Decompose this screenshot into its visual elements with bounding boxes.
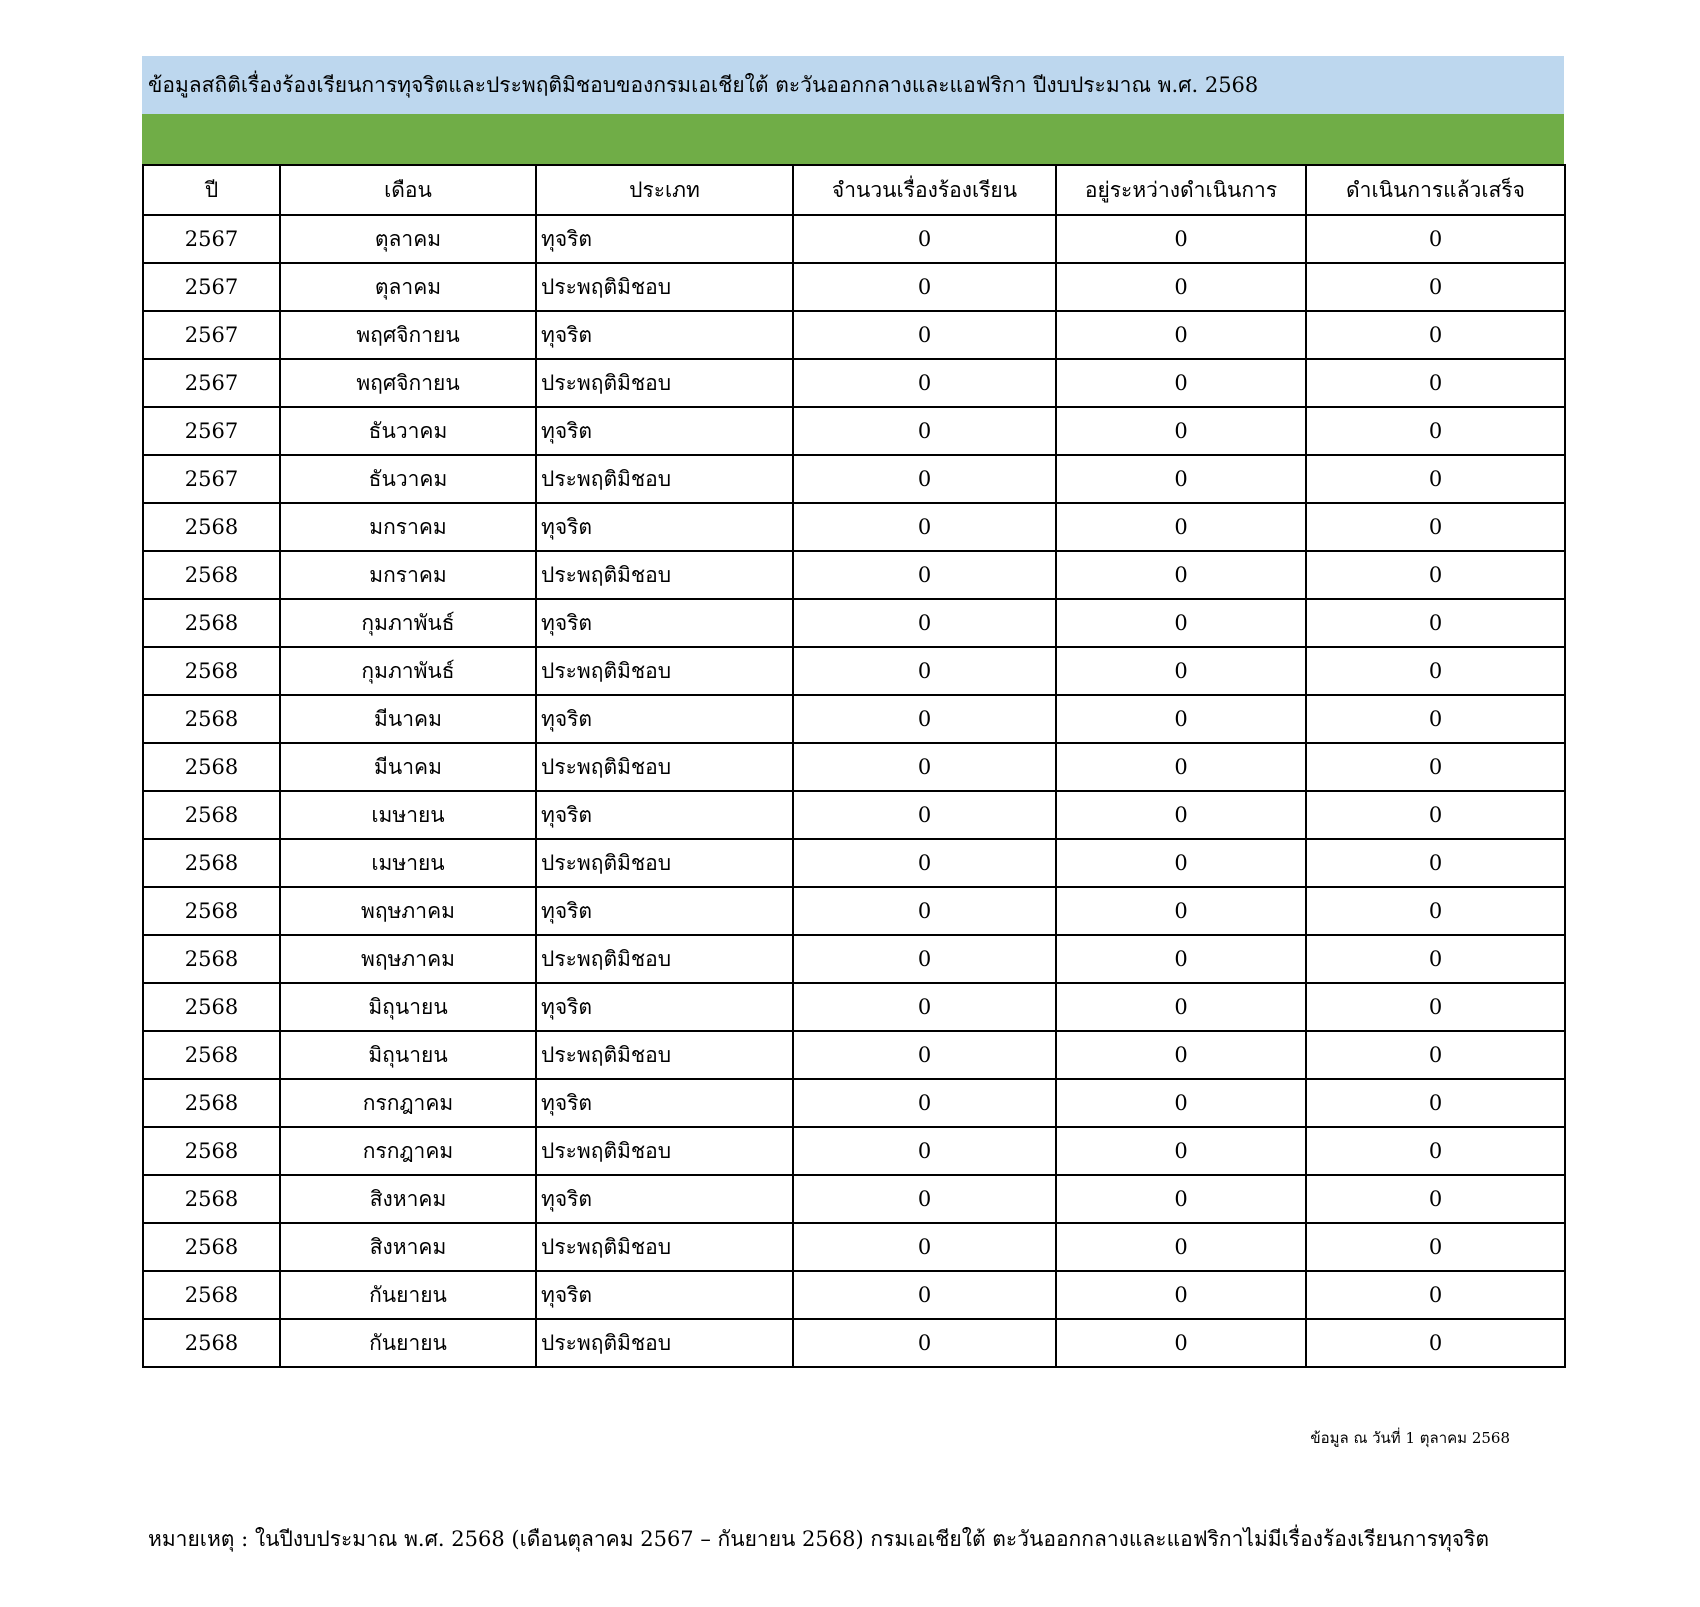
cell-completed: 0 xyxy=(1306,215,1565,263)
cell-complaint-count: 0 xyxy=(793,647,1056,695)
table-row xyxy=(143,791,1565,839)
cell-complaint-count: 0 xyxy=(793,1319,1056,1367)
cell-completed: 0 xyxy=(1306,1079,1565,1127)
table-row xyxy=(143,839,1565,887)
table-row xyxy=(143,983,1565,1031)
cell-complaint-count: 0 xyxy=(793,551,1056,599)
cell-year: 2567 xyxy=(143,359,280,407)
cell-month: กันยายน xyxy=(280,1271,536,1319)
cell-month: มีนาคม xyxy=(280,743,536,791)
cell-completed: 0 xyxy=(1306,1271,1565,1319)
cell-year: 2568 xyxy=(143,695,280,743)
cell-month: พฤศจิกายน xyxy=(280,359,536,407)
cell-type: ประพฤติมิชอบ xyxy=(536,455,793,503)
cell-complaint-count: 0 xyxy=(793,1127,1056,1175)
cell-year: 2568 xyxy=(143,743,280,791)
cell-type: ทุจริต xyxy=(536,311,793,359)
cell-completed: 0 xyxy=(1306,695,1565,743)
cell-completed: 0 xyxy=(1306,791,1565,839)
cell-completed: 0 xyxy=(1306,647,1565,695)
cell-month: ธันวาคม xyxy=(280,407,536,455)
table-row xyxy=(143,551,1565,599)
cell-month: กรกฎาคม xyxy=(280,1127,536,1175)
cell-type: ประพฤติมิชอบ xyxy=(536,359,793,407)
cell-completed: 0 xyxy=(1306,455,1565,503)
table-body xyxy=(143,215,1565,1367)
cell-completed: 0 xyxy=(1306,1175,1565,1223)
cell-complaint-count: 0 xyxy=(793,839,1056,887)
cell-in-progress: 0 xyxy=(1056,1031,1306,1079)
cell-year: 2567 xyxy=(143,407,280,455)
cell-year: 2568 xyxy=(143,503,280,551)
cell-type: ทุจริต xyxy=(536,1175,793,1223)
complaints-table xyxy=(142,164,1566,1368)
table-row xyxy=(143,935,1565,983)
cell-year: 2568 xyxy=(143,983,280,1031)
cell-complaint-count: 0 xyxy=(793,887,1056,935)
cell-in-progress: 0 xyxy=(1056,887,1306,935)
cell-type: ทุจริต xyxy=(536,983,793,1031)
table-row xyxy=(143,503,1565,551)
page-title: ข้อมูลสถิติเรื่องร้องเรียนการทุจริตและประพฤติมิชอบของกรมเอเชียใต้ ตะวันออกกลางและแอฟริกา ปีงบประมาณ พ.ศ. 2568 xyxy=(148,72,1259,97)
cell-in-progress: 0 xyxy=(1056,1223,1306,1271)
cell-in-progress: 0 xyxy=(1056,983,1306,1031)
cell-year: 2568 xyxy=(143,839,280,887)
table-row xyxy=(143,743,1565,791)
cell-completed: 0 xyxy=(1306,935,1565,983)
cell-complaint-count: 0 xyxy=(793,311,1056,359)
table-row xyxy=(143,311,1565,359)
table-row xyxy=(143,887,1565,935)
cell-in-progress: 0 xyxy=(1056,935,1306,983)
cell-type: ประพฤติมิชอบ xyxy=(536,551,793,599)
cell-year: 2568 xyxy=(143,887,280,935)
table-row xyxy=(143,263,1565,311)
cell-month: มกราคม xyxy=(280,551,536,599)
table-row xyxy=(143,1175,1565,1223)
cell-in-progress: 0 xyxy=(1056,455,1306,503)
footnote: หมายเหตุ : ในปีงบประมาณ พ.ศ. 2568 (เดือนตุลาคม 2567 – กันยายน 2568) กรมเอเชียใต้ ตะวันออกกลางและแอฟริกาไม่มีเรื่องร้องเรียนการทุจริต xyxy=(148,1527,1490,1551)
cell-in-progress: 0 xyxy=(1056,647,1306,695)
cell-in-progress: 0 xyxy=(1056,263,1306,311)
table-row xyxy=(143,1127,1565,1175)
statistics-sheet xyxy=(142,56,1564,1368)
header-type: ประเภท xyxy=(536,165,793,215)
cell-complaint-count: 0 xyxy=(793,1079,1056,1127)
table-row xyxy=(143,695,1565,743)
cell-type: ทุจริต xyxy=(536,1079,793,1127)
cell-in-progress: 0 xyxy=(1056,1079,1306,1127)
cell-type: ประพฤติมิชอบ xyxy=(536,743,793,791)
cell-completed: 0 xyxy=(1306,887,1565,935)
cell-type: ทุจริต xyxy=(536,599,793,647)
cell-completed: 0 xyxy=(1306,599,1565,647)
data-as-of-date: ข้อมูล ณ วันที่ 1 ตุลาคม 2568 xyxy=(1310,1429,1510,1447)
cell-year: 2568 xyxy=(143,791,280,839)
cell-year: 2567 xyxy=(143,215,280,263)
cell-completed: 0 xyxy=(1306,503,1565,551)
cell-year: 2568 xyxy=(143,1031,280,1079)
cell-complaint-count: 0 xyxy=(793,407,1056,455)
cell-complaint-count: 0 xyxy=(793,743,1056,791)
cell-month: ตุลาคม xyxy=(280,263,536,311)
table-header-row xyxy=(143,165,1565,215)
cell-completed: 0 xyxy=(1306,839,1565,887)
cell-in-progress: 0 xyxy=(1056,791,1306,839)
cell-type: ประพฤติมิชอบ xyxy=(536,1031,793,1079)
cell-month: พฤษภาคม xyxy=(280,935,536,983)
cell-month: เมษายน xyxy=(280,839,536,887)
table-row xyxy=(143,215,1565,263)
title-band xyxy=(142,56,1564,114)
cell-year: 2568 xyxy=(143,935,280,983)
cell-in-progress: 0 xyxy=(1056,695,1306,743)
cell-in-progress: 0 xyxy=(1056,1175,1306,1223)
cell-completed: 0 xyxy=(1306,311,1565,359)
cell-completed: 0 xyxy=(1306,1319,1565,1367)
cell-complaint-count: 0 xyxy=(793,1223,1056,1271)
cell-type: ทุจริต xyxy=(536,791,793,839)
cell-complaint-count: 0 xyxy=(793,1175,1056,1223)
table-row xyxy=(143,1079,1565,1127)
cell-completed: 0 xyxy=(1306,743,1565,791)
cell-month: กันยายน xyxy=(280,1319,536,1367)
cell-completed: 0 xyxy=(1306,1223,1565,1271)
cell-completed: 0 xyxy=(1306,263,1565,311)
cell-month: มิถุนายน xyxy=(280,1031,536,1079)
cell-in-progress: 0 xyxy=(1056,743,1306,791)
cell-complaint-count: 0 xyxy=(793,359,1056,407)
cell-type: ทุจริต xyxy=(536,503,793,551)
table-row xyxy=(143,455,1565,503)
cell-year: 2568 xyxy=(143,599,280,647)
header-in-progress: อยู่ระหว่างดำเนินการ xyxy=(1056,165,1306,215)
cell-year: 2567 xyxy=(143,455,280,503)
cell-type: ประพฤติมิชอบ xyxy=(536,1319,793,1367)
cell-month: พฤศจิกายน xyxy=(280,311,536,359)
table-row xyxy=(143,407,1565,455)
cell-year: 2568 xyxy=(143,647,280,695)
cell-month: สิงหาคม xyxy=(280,1175,536,1223)
cell-type: ทุจริต xyxy=(536,407,793,455)
cell-month: ธันวาคม xyxy=(280,455,536,503)
cell-month: กุมภาพันธ์ xyxy=(280,599,536,647)
cell-year: 2568 xyxy=(143,551,280,599)
cell-complaint-count: 0 xyxy=(793,791,1056,839)
cell-completed: 0 xyxy=(1306,983,1565,1031)
cell-complaint-count: 0 xyxy=(793,599,1056,647)
cell-type: ประพฤติมิชอบ xyxy=(536,839,793,887)
cell-complaint-count: 0 xyxy=(793,215,1056,263)
cell-in-progress: 0 xyxy=(1056,503,1306,551)
cell-type: ทุจริต xyxy=(536,887,793,935)
table-row xyxy=(143,1271,1565,1319)
cell-in-progress: 0 xyxy=(1056,551,1306,599)
cell-year: 2568 xyxy=(143,1175,280,1223)
cell-complaint-count: 0 xyxy=(793,1031,1056,1079)
header-month: เดือน xyxy=(280,165,536,215)
table-row xyxy=(143,1319,1565,1367)
table-row xyxy=(143,599,1565,647)
cell-year: 2567 xyxy=(143,311,280,359)
header-year: ปี xyxy=(143,165,280,215)
cell-month: กรกฎาคม xyxy=(280,1079,536,1127)
table-row xyxy=(143,647,1565,695)
cell-type: ประพฤติมิชอบ xyxy=(536,1127,793,1175)
cell-completed: 0 xyxy=(1306,359,1565,407)
cell-month: เมษายน xyxy=(280,791,536,839)
cell-complaint-count: 0 xyxy=(793,983,1056,1031)
cell-year: 2568 xyxy=(143,1271,280,1319)
table-row xyxy=(143,1223,1565,1271)
cell-type: ประพฤติมิชอบ xyxy=(536,647,793,695)
cell-type: ประพฤติมิชอบ xyxy=(536,935,793,983)
cell-complaint-count: 0 xyxy=(793,503,1056,551)
cell-in-progress: 0 xyxy=(1056,839,1306,887)
cell-completed: 0 xyxy=(1306,1127,1565,1175)
cell-in-progress: 0 xyxy=(1056,1127,1306,1175)
cell-complaint-count: 0 xyxy=(793,695,1056,743)
cell-in-progress: 0 xyxy=(1056,311,1306,359)
cell-type: ทุจริต xyxy=(536,695,793,743)
header-complaint-count: จำนวนเรื่องร้องเรียน xyxy=(793,165,1056,215)
cell-completed: 0 xyxy=(1306,551,1565,599)
cell-month: มิถุนายน xyxy=(280,983,536,1031)
cell-in-progress: 0 xyxy=(1056,407,1306,455)
cell-type: ประพฤติมิชอบ xyxy=(536,1223,793,1271)
cell-in-progress: 0 xyxy=(1056,599,1306,647)
cell-year: 2568 xyxy=(143,1319,280,1367)
cell-month: พฤษภาคม xyxy=(280,887,536,935)
cell-year: 2567 xyxy=(143,263,280,311)
cell-month: มีนาคม xyxy=(280,695,536,743)
cell-type: ทุจริต xyxy=(536,215,793,263)
cell-month: กุมภาพันธ์ xyxy=(280,647,536,695)
cell-complaint-count: 0 xyxy=(793,1271,1056,1319)
cell-complaint-count: 0 xyxy=(793,935,1056,983)
cell-year: 2568 xyxy=(143,1223,280,1271)
cell-year: 2568 xyxy=(143,1079,280,1127)
cell-month: มกราคม xyxy=(280,503,536,551)
cell-type: ทุจริต xyxy=(536,1271,793,1319)
cell-complaint-count: 0 xyxy=(793,455,1056,503)
cell-type: ประพฤติมิชอบ xyxy=(536,263,793,311)
cell-month: สิงหาคม xyxy=(280,1223,536,1271)
cell-completed: 0 xyxy=(1306,1031,1565,1079)
cell-in-progress: 0 xyxy=(1056,215,1306,263)
table-row xyxy=(143,359,1565,407)
cell-complaint-count: 0 xyxy=(793,263,1056,311)
header-completed: ดำเนินการแล้วเสร็จ xyxy=(1306,165,1565,215)
cell-month: ตุลาคม xyxy=(280,215,536,263)
table-row xyxy=(143,1031,1565,1079)
cell-in-progress: 0 xyxy=(1056,359,1306,407)
cell-completed: 0 xyxy=(1306,407,1565,455)
cell-year: 2568 xyxy=(143,1127,280,1175)
green-band xyxy=(142,114,1564,164)
cell-in-progress: 0 xyxy=(1056,1319,1306,1367)
cell-in-progress: 0 xyxy=(1056,1271,1306,1319)
